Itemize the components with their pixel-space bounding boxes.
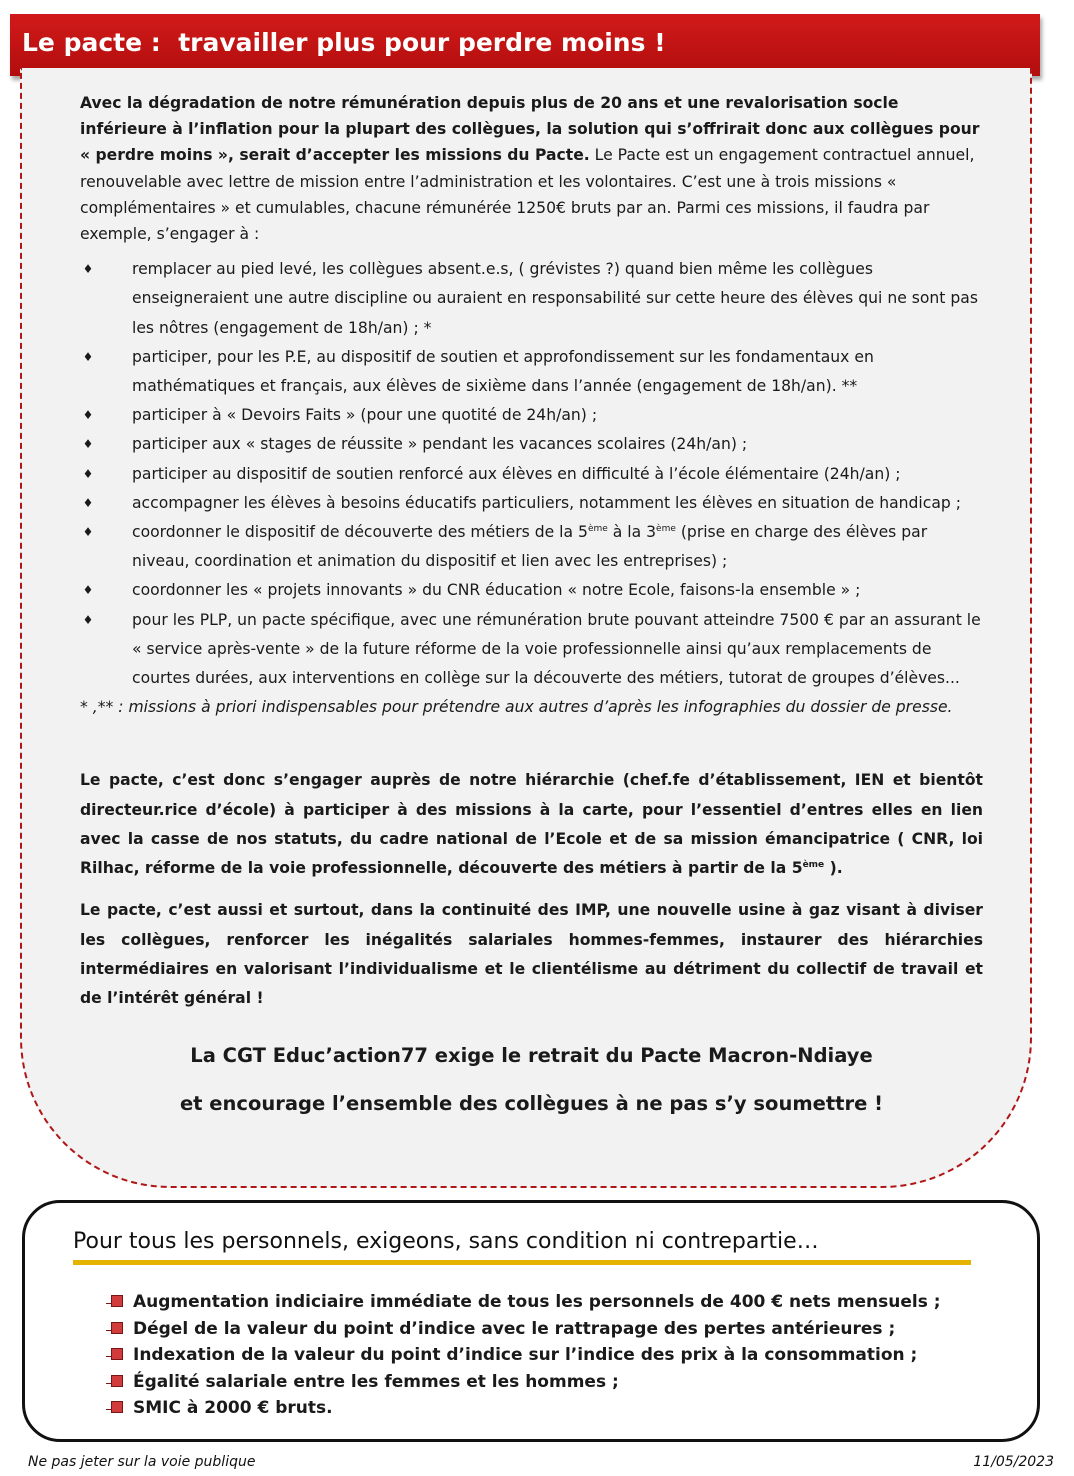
paragraph-text: Le pacte, c’est donc s’engager auprès de notre hiérarchie (chef.fe d’établissement, IEN et bientôt directeur.rice d’école) à participer à des missions à la carte, pour l’essentiel d’entres elles en lien avec la casse de nos statuts, du cadre national de l’Ecole et de sa mission émancipatrice ( CNR, loi Rilhac, réforme de la voie professionnelle, découverte des métiers à partir de la 5 xyxy=(80,771,983,878)
diamond-bullet-icon: ♦ xyxy=(82,525,94,540)
mission-text-part: à la 3 xyxy=(607,523,657,542)
mission-text-part: coordonner le dispositif de découverte des métiers de la 5 xyxy=(132,523,588,542)
mission-text: coordonner les « projets innovants » du CNR éducation « notre Ecole, faisons-la ensemble » ; xyxy=(132,581,861,600)
list-item xyxy=(105,1316,941,1343)
superscript: ème xyxy=(656,523,676,534)
list-item xyxy=(105,1289,941,1316)
demands-title: Pour tous les personnels, exigeons, sans condition ni contrepartie… xyxy=(73,1229,819,1254)
superscript: ème xyxy=(587,523,608,534)
gold-underline xyxy=(73,1260,971,1265)
red-square-bullet-icon xyxy=(111,1401,123,1413)
list-item xyxy=(80,489,983,518)
closing-statement xyxy=(80,1032,983,1128)
demands-box xyxy=(22,1200,1040,1442)
list-item xyxy=(80,460,983,489)
list-item xyxy=(80,606,983,694)
footer-notice: Ne pas jeter sur la voie publique xyxy=(28,1454,256,1470)
mission-text: participer à « Devoirs Faits » (pour une quotité de 24h/an) ; xyxy=(132,406,598,425)
closing-line: et encourage l’ensemble des collègues à ne pas s’y soumettre ! xyxy=(179,1091,884,1115)
closing-line: La CGT Educ’action77 exige le retrait du Pacte Macron-Ndiaye xyxy=(190,1043,873,1067)
diamond-bullet-icon: ♦ xyxy=(82,408,94,423)
mission-text: remplacer au pied levé, les collègues absent.e.s, ( grévistes ?) quand bien même les collègues enseigneraient une autre discipline ou auraient en responsabilité sur cette heure des élèves qui ne sont pas les nôtres (engagement de 18h/an) ; * xyxy=(132,260,978,337)
demand-text: Dégel de la valeur du point d’indice avec le rattrapage des pertes antérieures ; xyxy=(133,1318,896,1339)
list-item xyxy=(105,1342,941,1369)
diamond-bullet-icon: ♦ xyxy=(82,612,94,627)
list-item xyxy=(80,430,983,459)
paragraph-usine-a-gaz: Le pacte, c’est aussi et surtout, dans la continuité des IMP, une nouvelle usine à gaz visant à diviser les collègues, renforcer les inégalités salariales hommes-femmes, instaurer des hiérarchies intermédiaires en valorisant l’individualisme et le clientélisme au détriment du collectif de travail et de l’intérêt général ! xyxy=(80,901,983,1008)
diamond-bullet-icon: ♦ xyxy=(82,349,94,364)
diamond-bullet-icon: ♦ xyxy=(82,583,94,598)
demand-text: SMIC à 2000 € bruts. xyxy=(133,1398,333,1418)
mission-text: accompagner les élèves à besoins éducatifs particuliers, notamment les élèves en situation de handicap ; xyxy=(132,493,961,512)
mission-text: participer, pour les P.E, au dispositif de soutien et approfondissement sur les fondamentaux en mathématiques et français, aux élèves de sixième dans l’année (engagement de 18h/an). ** xyxy=(132,347,874,396)
list-item xyxy=(105,1395,941,1422)
page-title: Le pacte : travailler plus pour perdre moins ! xyxy=(22,28,666,57)
intro-bold: Avec la dégradation de notre rémunération depuis plus de 20 ans et une revalorisation socle inférieure à l’inflation pour la plupart des collègues, la solution qui s’offrirait donc aux collègues pour « perdre moins », serait d’accepter les missions du Pacte. xyxy=(80,94,980,165)
red-square-bullet-icon xyxy=(111,1295,123,1307)
demands-list xyxy=(105,1289,941,1422)
list-item xyxy=(80,255,983,343)
list-item xyxy=(105,1369,941,1396)
demand-text: Augmentation indiciaire immédiate de tous les personnels de 400 € nets mensuels ; xyxy=(133,1292,941,1312)
demand-text: Indexation de la valeur du point d’indice sur l’indice des prix à la consommation ; xyxy=(133,1345,918,1365)
list-item xyxy=(80,576,983,605)
diamond-bullet-icon: ♦ xyxy=(82,437,94,452)
title-banner xyxy=(10,14,1040,76)
paragraph-engagement xyxy=(80,766,983,883)
demand-text: Égalité salariale entre les femmes et les hommes ; xyxy=(133,1371,619,1392)
mission-text: pour les PLP, un pacte spécifique, avec une rémunération brute pouvant atteindre 7500 € par an assurant le « service après-vente » de la future réforme de la voie professionnelle ainsi qu’aux remplacements de courtes durées, aux interventions en collège sur la découverte des métiers, tutorat de groupes d’élèves... xyxy=(132,610,981,688)
intro-regular: Le Pacte est un engagement contractuel annuel, renouvelable avec lettre de mission entre l’administration et les volontaires. C’est une à trois missions « complémentaires » et cumulables, chacune rémunérée 1250€ bruts par an. Parmi ces missions, il faudra par exemple, s’engager à : xyxy=(80,146,975,244)
red-square-bullet-icon xyxy=(111,1322,123,1334)
red-square-bullet-icon xyxy=(111,1348,123,1360)
paragraph-text: ). xyxy=(824,859,843,878)
mission-text xyxy=(132,523,927,570)
red-square-bullet-icon xyxy=(111,1375,123,1387)
intro-paragraph xyxy=(80,90,983,247)
list-item xyxy=(80,343,983,401)
mission-text: participer au dispositif de soutien renforcé aux élèves en difficulté à l’école élémentaire (24h/an) ; xyxy=(132,464,901,483)
diamond-bullet-icon: ♦ xyxy=(82,262,94,277)
diamond-bullet-icon: ♦ xyxy=(82,495,94,510)
mission-text: participer aux « stages de réussite » pendant les vacances scolaires (24h/an) ; xyxy=(132,435,748,454)
list-item xyxy=(80,518,983,576)
superscript: ème xyxy=(802,859,825,870)
missions-list xyxy=(80,255,983,693)
footer-date: 11/05/2023 xyxy=(973,1454,1054,1470)
main-content xyxy=(80,90,983,1128)
mission-text-part: (prise en charge des élèves par niveau, coordination et animation du dispositif et lien avec les entreprises) ; xyxy=(132,523,928,571)
diamond-bullet-icon: ♦ xyxy=(82,466,94,481)
list-item xyxy=(80,401,983,430)
footnote: * ,** : missions à priori indispensables pour prétendre aux autres d’après les infographies du dossier de presse. xyxy=(80,698,953,717)
